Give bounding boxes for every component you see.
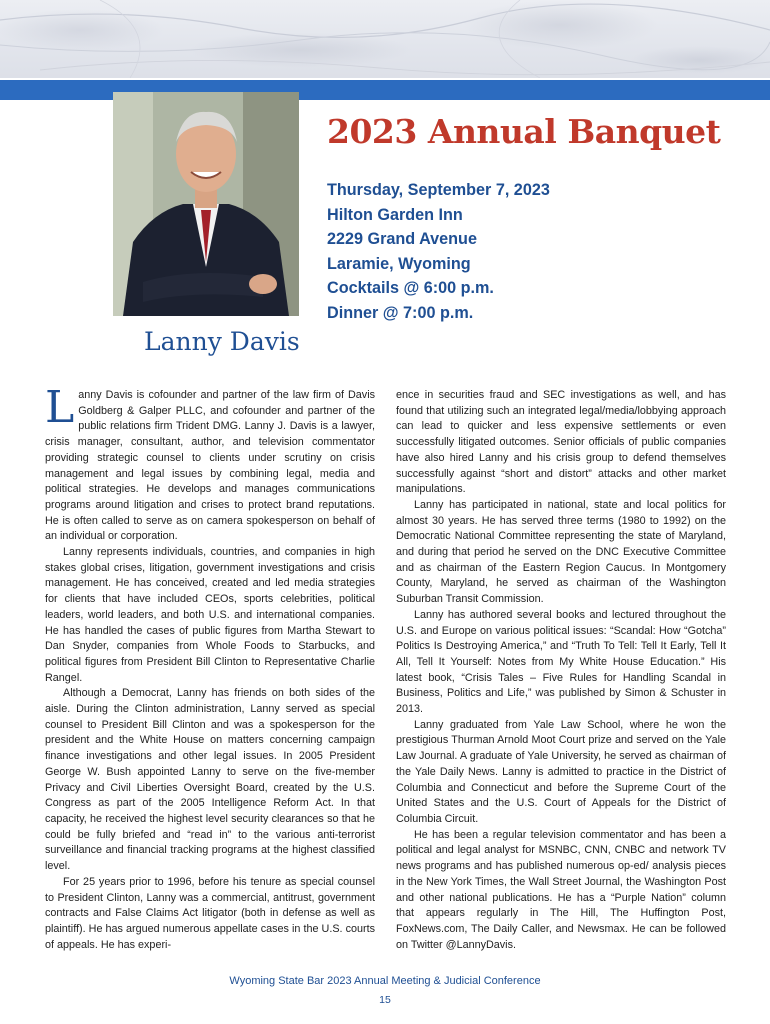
event-details	[327, 178, 550, 326]
marble-header-background	[0, 0, 770, 78]
event-address: 2229 Grand Avenue	[327, 230, 477, 249]
footer-conference-title: Wyoming State Bar 2023 Annual Meeting & Judicial Conference	[229, 975, 541, 987]
speaker-name: Lanny Davis	[144, 327, 300, 356]
speaker-portrait-photo	[113, 92, 299, 316]
event-venue: Hilton Garden Inn	[327, 205, 463, 224]
bio-paragraph: Lanny represents individuals, countries, and companies in high stakes global crises, litigation, government investigations and crisis management. He has conceived, created and led media strategies for clients that have included CEOs, sports celebrities, political leaders, world leaders, and both U.S. and international companies. He has handled the cases of public figures from Martha Stewart to Dan Snyder, companies from Whole Foods to Starbucks, and political figures from President Bill Clinton to Representative Charlie Rangel.	[45, 546, 375, 684]
bio-paragraph: Although a Democrat, Lanny has friends on both sides of the aisle. During the Clinton administration, Lanny served as special counsel to President Bill Clinton and was a spokesperson for the president and the White House on matters concerning campaign finance investigations and other legal issues. In 2005 President George W. Bush appointed Lanny to serve on the five-member Privacy and Civil Liberties Oversight Board, created by the U.S. Congress as part of the 2005 Intelligence Reform Act. In that capacity, he received the highest level security clearances so that he could be fully briefed and “read in” to the various anti-terrorist surveillance and financial tracking programs at the highest classified level.	[45, 687, 375, 873]
bio-paragraph: Lanny has authored several books and lectured throughout the U.S. and Europe on various political issues: “Scandal: How “Gotcha” Politics Is Destroying America,” and “Truth To Tell: Tell It Early, Tell It All, Tell It Yourself: Notes from My White House Education.” His latest book, “Crisis Tales – Five Rules for Handling Scandal in Business, Politics and Life,” was published by Simon & Schuster in 2013.	[396, 608, 726, 716]
bio-paragraph: ence in securities fraud and SEC investigations as well, and has found that utilizing such an integrated legal/media/lobbying approach can lead to quicker and less expensive settlements or even successfully litigated outcomes. Senior officials of public companies have also hired Lanny and his crisis group to defend themselves successfully against “short and distort” attacks and other market manipulations.	[396, 389, 726, 496]
event-title: 2023 Annual Banquet	[327, 112, 721, 151]
bio-paragraph: For 25 years prior to 1996, before his tenure as special counsel to President Clinton, Lanny was a commercial, antitrust, government contracts and False Claims Act litigator (both in defense as well as plaintiff). He has argued numerous appellate cases in the U.S. courts of appeals. He has experi-	[45, 875, 375, 951]
bio-text: anny Davis is cofounder and partner of the law firm of Davis Goldberg & Galper PLLC, and cofounder and partner of the public relations firm Trident DMG. Lanny J. Davis is a lawyer, crisis manager, consultant, author, and television commentator providing strategic counsel to clients under scrutiny on crisis management and legal issues by combining legal, media and political strategies. He develops and manages communications programs around litigation and crises to protect brand reputations. He is often called to serve as on camera spokesperson on behalf of an individual or corporation.	[45, 389, 375, 543]
bio-paragraph: Lanny has participated in national, state and local politics for almost 30 years. He has served three terms (1980 to 1992) on the Democratic National Committee representing the state of Maryland, and during that period he served on the DNC Executive Committee and as chairman of the Eastern Region Caucus. In Montgomery County, Maryland, he served as chairman of the Washington Suburban Transit Commission.	[396, 498, 726, 606]
event-dinner-time: Dinner @ 7:00 p.m.	[327, 303, 474, 322]
bio-paragraph: Lanny graduated from Yale Law School, where he won the prestigious Thurman Arnold Moot Court prize and served on the Yale Law Journal. A graduate of Yale University, he served as chairman of the Yale Daily News. Lanny is admitted to practice in the District of Columbia and Connecticut and before the Supreme Court of the United States and the U.S. Court of Appeals for the District of Columbia Circuit.	[396, 718, 726, 825]
marble-texture	[0, 0, 770, 78]
drop-cap: L	[45, 382, 75, 433]
speaker-portrait-icon	[113, 92, 299, 316]
event-cocktails-time: Cocktails @ 6:00 p.m.	[327, 279, 494, 298]
bio-column-left	[45, 382, 375, 953]
event-date: Thursday, September 7, 2023	[327, 181, 550, 199]
page-number: 15	[379, 994, 391, 1006]
bio-paragraph	[45, 382, 375, 545]
event-city: Laramie, Wyoming	[327, 254, 471, 273]
bio-column-right	[396, 388, 726, 953]
bio-paragraph: He has been a regular television commentator and has been a political and legal analyst for MSNBC, CNN, CNBC and network TV news programs and has published numerous op-ed/ analysis pieces in the New York Times, the Wall Street Journal, the Washington Post and other national publications. He has a “Purple Nation” column that appears regularly in The Hill, The Huffington Post, FoxNews.com, The Daily Caller, and Newsmax. He can be followed on Twitter @LannyDavis.	[396, 828, 726, 951]
